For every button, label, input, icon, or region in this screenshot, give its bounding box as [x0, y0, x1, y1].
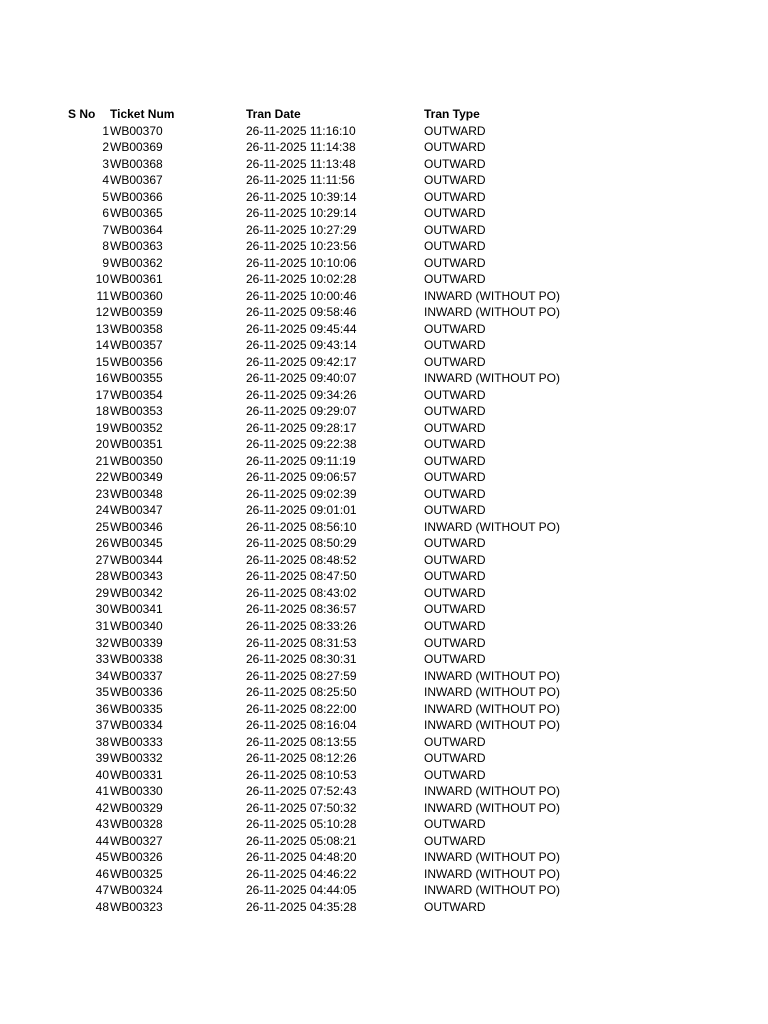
cell-tran-type: OUTWARD: [424, 751, 486, 766]
cell-tran-date: 26-11-2025 08:27:59: [246, 668, 357, 683]
table-row: [0, 139, 768, 156]
cell-sno: 29: [95, 585, 109, 600]
cell-sno: 16: [95, 371, 109, 386]
cell-ticket-num: WB00356: [110, 354, 163, 369]
cell-tran-type: OUTWARD: [424, 899, 486, 914]
cell-tran-type: OUTWARD: [424, 140, 486, 155]
table-row: [0, 783, 768, 800]
cell-ticket-num: WB00328: [110, 817, 163, 832]
cell-tran-type: OUTWARD: [424, 206, 486, 221]
cell-tran-type: OUTWARD: [424, 552, 486, 567]
cell-tran-date: 26-11-2025 11:13:48: [246, 156, 356, 171]
cell-tran-date: 26-11-2025 08:31:53: [246, 635, 357, 650]
cell-tran-date: 26-11-2025 09:42:17: [246, 354, 357, 369]
cell-ticket-num: WB00336: [110, 685, 163, 700]
cell-sno: 4: [102, 173, 109, 188]
cell-tran-date: 26-11-2025 09:06:57: [246, 470, 357, 485]
cell-tran-date: 26-11-2025 10:00:46: [246, 288, 357, 303]
table-row: [0, 337, 768, 354]
table-row: [0, 519, 768, 536]
table-row: [0, 767, 768, 784]
cell-tran-date: 26-11-2025 10:10:06: [246, 255, 357, 270]
cell-sno: 39: [95, 751, 109, 766]
cell-sno: 12: [95, 305, 109, 320]
cell-sno: 36: [95, 701, 109, 716]
cell-tran-type: OUTWARD: [424, 833, 486, 848]
table-row: [0, 436, 768, 453]
cell-tran-date: 26-11-2025 09:11:19: [246, 453, 356, 468]
table-body: [0, 123, 768, 916]
table-row: [0, 734, 768, 751]
cell-tran-type: INWARD (WITHOUT PO): [424, 288, 560, 303]
cell-sno: 23: [95, 486, 109, 501]
cell-tran-type: INWARD (WITHOUT PO): [424, 784, 560, 799]
cell-sno: 31: [95, 618, 109, 633]
cell-tran-date: 26-11-2025 09:29:07: [246, 404, 357, 419]
table-row: [0, 502, 768, 519]
header-tran-type: Tran Type: [424, 107, 480, 121]
cell-tran-date: 26-11-2025 04:46:22: [246, 866, 357, 881]
cell-tran-date: 26-11-2025 09:01:01: [246, 503, 357, 518]
cell-tran-date: 26-11-2025 08:12:26: [246, 751, 357, 766]
header-ticket-num: Ticket Num: [110, 107, 175, 121]
cell-tran-type: OUTWARD: [424, 156, 486, 171]
cell-sno: 32: [95, 635, 109, 650]
cell-ticket-num: WB00344: [110, 552, 163, 567]
cell-ticket-num: WB00347: [110, 503, 163, 518]
cell-ticket-num: WB00324: [110, 883, 163, 898]
table-row: [0, 403, 768, 420]
cell-sno: 11: [96, 288, 109, 303]
cell-tran-date: 26-11-2025 09:45:44: [246, 321, 357, 336]
cell-sno: 21: [95, 453, 109, 468]
table-row: [0, 420, 768, 437]
cell-ticket-num: WB00348: [110, 486, 163, 501]
cell-sno: 42: [95, 800, 109, 815]
cell-tran-date: 26-11-2025 08:33:26: [246, 618, 357, 633]
table-row: [0, 849, 768, 866]
cell-sno: 9: [102, 255, 109, 270]
table-row: [0, 288, 768, 305]
cell-ticket-num: WB00332: [110, 751, 163, 766]
cell-tran-type: OUTWARD: [424, 420, 486, 435]
cell-tran-date: 26-11-2025 11:14:38: [246, 140, 356, 155]
cell-tran-date: 26-11-2025 08:48:52: [246, 552, 357, 567]
cell-ticket-num: WB00350: [110, 453, 163, 468]
table-row: [0, 618, 768, 635]
cell-tran-date: 26-11-2025 10:39:14: [246, 189, 357, 204]
cell-ticket-num: WB00367: [110, 173, 163, 188]
cell-ticket-num: WB00354: [110, 387, 163, 402]
cell-tran-type: INWARD (WITHOUT PO): [424, 850, 560, 865]
cell-tran-date: 26-11-2025 09:40:07: [246, 371, 357, 386]
cell-tran-type: OUTWARD: [424, 635, 486, 650]
cell-sno: 34: [95, 668, 109, 683]
cell-sno: 14: [95, 338, 109, 353]
cell-tran-date: 26-11-2025 07:52:43: [246, 784, 357, 799]
cell-tran-type: OUTWARD: [424, 239, 486, 254]
cell-tran-type: OUTWARD: [424, 569, 486, 584]
cell-tran-date: 26-11-2025 08:25:50: [246, 685, 357, 700]
cell-tran-date: 26-11-2025 08:10:53: [246, 767, 357, 782]
cell-tran-type: INWARD (WITHOUT PO): [424, 371, 560, 386]
cell-tran-date: 26-11-2025 08:22:00: [246, 701, 357, 716]
cell-sno: 40: [95, 767, 109, 782]
cell-tran-date: 26-11-2025 04:48:20: [246, 850, 357, 865]
cell-tran-type: OUTWARD: [424, 585, 486, 600]
table-row: [0, 717, 768, 734]
table-row: [0, 255, 768, 272]
cell-tran-type: OUTWARD: [424, 123, 486, 138]
cell-ticket-num: WB00362: [110, 255, 163, 270]
cell-sno: 2: [102, 140, 109, 155]
cell-ticket-num: WB00329: [110, 800, 163, 815]
table-header-row: [0, 106, 768, 123]
cell-tran-date: 26-11-2025 08:13:55: [246, 734, 357, 749]
cell-tran-type: OUTWARD: [424, 255, 486, 270]
cell-tran-type: OUTWARD: [424, 618, 486, 633]
table-row: [0, 816, 768, 833]
table-row: [0, 123, 768, 140]
cell-ticket-num: WB00343: [110, 569, 163, 584]
cell-ticket-num: WB00341: [110, 602, 163, 617]
cell-ticket-num: WB00346: [110, 519, 163, 534]
cell-tran-type: INWARD (WITHOUT PO): [424, 701, 560, 716]
cell-sno: 15: [95, 354, 109, 369]
cell-sno: 24: [95, 503, 109, 518]
cell-tran-type: OUTWARD: [424, 470, 486, 485]
cell-tran-type: OUTWARD: [424, 189, 486, 204]
cell-tran-type: OUTWARD: [424, 602, 486, 617]
cell-ticket-num: WB00360: [110, 288, 163, 303]
cell-ticket-num: WB00370: [110, 123, 163, 138]
cell-sno: 25: [95, 519, 109, 534]
cell-tran-type: INWARD (WITHOUT PO): [424, 685, 560, 700]
cell-ticket-num: WB00342: [110, 585, 163, 600]
cell-sno: 7: [102, 222, 109, 237]
cell-tran-type: OUTWARD: [424, 404, 486, 419]
cell-tran-type: INWARD (WITHOUT PO): [424, 668, 560, 683]
cell-ticket-num: WB00365: [110, 206, 163, 221]
cell-tran-date: 26-11-2025 04:44:05: [246, 883, 357, 898]
cell-tran-date: 26-11-2025 09:02:39: [246, 486, 357, 501]
table-row: [0, 304, 768, 321]
cell-tran-type: OUTWARD: [424, 486, 486, 501]
cell-sno: 6: [102, 206, 109, 221]
cell-tran-type: OUTWARD: [424, 767, 486, 782]
table-row: [0, 486, 768, 503]
cell-tran-date: 26-11-2025 08:50:29: [246, 536, 357, 551]
table-row: [0, 354, 768, 371]
cell-tran-date: 26-11-2025 09:58:46: [246, 305, 357, 320]
cell-tran-type: INWARD (WITHOUT PO): [424, 866, 560, 881]
cell-tran-type: INWARD (WITHOUT PO): [424, 800, 560, 815]
cell-sno: 19: [95, 420, 109, 435]
cell-ticket-num: WB00338: [110, 652, 163, 667]
cell-tran-date: 26-11-2025 08:47:50: [246, 569, 357, 584]
cell-sno: 30: [95, 602, 109, 617]
cell-sno: 18: [95, 404, 109, 419]
table-row: [0, 469, 768, 486]
cell-ticket-num: WB00326: [110, 850, 163, 865]
cell-ticket-num: WB00359: [110, 305, 163, 320]
table-row: [0, 635, 768, 652]
cell-tran-type: OUTWARD: [424, 437, 486, 452]
cell-tran-date: 26-11-2025 08:36:57: [246, 602, 357, 617]
table-row: [0, 189, 768, 206]
cell-ticket-num: WB00323: [110, 899, 163, 914]
cell-tran-date: 26-11-2025 09:22:38: [246, 437, 357, 452]
cell-ticket-num: WB00335: [110, 701, 163, 716]
cell-sno: 1: [102, 123, 109, 138]
cell-ticket-num: WB00345: [110, 536, 163, 551]
cell-tran-date: 26-11-2025 10:02:28: [246, 272, 357, 287]
cell-sno: 10: [95, 272, 109, 287]
cell-sno: 41: [95, 784, 109, 799]
table-row: [0, 238, 768, 255]
cell-tran-type: OUTWARD: [424, 354, 486, 369]
cell-sno: 20: [95, 437, 109, 452]
cell-ticket-num: WB00368: [110, 156, 163, 171]
cell-sno: 38: [95, 734, 109, 749]
cell-sno: 33: [95, 652, 109, 667]
cell-ticket-num: WB00330: [110, 784, 163, 799]
cell-tran-type: OUTWARD: [424, 817, 486, 832]
cell-ticket-num: WB00369: [110, 140, 163, 155]
cell-ticket-num: WB00337: [110, 668, 163, 683]
cell-ticket-num: WB00357: [110, 338, 163, 353]
table-row: [0, 172, 768, 189]
cell-ticket-num: WB00364: [110, 222, 163, 237]
header-tran-date: Tran Date: [246, 107, 301, 121]
table-row: [0, 668, 768, 685]
cell-sno: 26: [95, 536, 109, 551]
table-row: [0, 750, 768, 767]
cell-tran-type: OUTWARD: [424, 321, 486, 336]
cell-ticket-num: WB00363: [110, 239, 163, 254]
cell-tran-date: 26-11-2025 11:11:56: [246, 173, 355, 188]
cell-sno: 17: [95, 387, 109, 402]
table-row: [0, 271, 768, 288]
table-row: [0, 321, 768, 338]
cell-sno: 5: [102, 189, 109, 204]
cell-tran-type: OUTWARD: [424, 387, 486, 402]
cell-ticket-num: WB00331: [110, 767, 163, 782]
cell-tran-type: INWARD (WITHOUT PO): [424, 883, 560, 898]
cell-sno: 47: [95, 883, 109, 898]
cell-ticket-num: WB00334: [110, 718, 163, 733]
table-row: [0, 899, 768, 916]
cell-tran-type: OUTWARD: [424, 536, 486, 551]
cell-ticket-num: WB00349: [110, 470, 163, 485]
cell-tran-type: OUTWARD: [424, 652, 486, 667]
table-row: [0, 222, 768, 239]
cell-tran-date: 26-11-2025 08:56:10: [246, 519, 357, 534]
cell-ticket-num: WB00352: [110, 420, 163, 435]
cell-sno: 35: [95, 685, 109, 700]
table-row: [0, 552, 768, 569]
cell-ticket-num: WB00358: [110, 321, 163, 336]
cell-tran-date: 26-11-2025 10:27:29: [246, 222, 357, 237]
cell-tran-date: 26-11-2025 11:16:10: [246, 123, 356, 138]
cell-tran-date: 26-11-2025 08:43:02: [246, 585, 357, 600]
cell-tran-date: 26-11-2025 07:50:32: [246, 800, 357, 815]
cell-sno: 13: [95, 321, 109, 336]
cell-sno: 27: [95, 552, 109, 567]
table-row: [0, 701, 768, 718]
cell-tran-type: INWARD (WITHOUT PO): [424, 519, 560, 534]
cell-sno: 48: [95, 899, 109, 914]
cell-tran-date: 26-11-2025 09:43:14: [246, 338, 357, 353]
cell-ticket-num: WB00353: [110, 404, 163, 419]
cell-tran-type: OUTWARD: [424, 222, 486, 237]
table-row: [0, 684, 768, 701]
cell-sno: 8: [102, 239, 109, 254]
cell-tran-date: 26-11-2025 05:10:28: [246, 817, 357, 832]
table-row: [0, 833, 768, 850]
cell-tran-date: 26-11-2025 05:08:21: [246, 833, 357, 848]
cell-tran-type: INWARD (WITHOUT PO): [424, 305, 560, 320]
cell-ticket-num: WB00339: [110, 635, 163, 650]
table-row: [0, 387, 768, 404]
cell-ticket-num: WB00327: [110, 833, 163, 848]
cell-tran-date: 26-11-2025 08:16:04: [246, 718, 357, 733]
cell-sno: 46: [95, 866, 109, 881]
table-row: [0, 535, 768, 552]
cell-tran-type: OUTWARD: [424, 453, 486, 468]
table-row: [0, 156, 768, 173]
cell-ticket-num: WB00361: [110, 272, 163, 287]
table-row: [0, 800, 768, 817]
cell-ticket-num: WB00355: [110, 371, 163, 386]
cell-tran-date: 26-11-2025 10:29:14: [246, 206, 357, 221]
table-row: [0, 866, 768, 883]
table-row: [0, 601, 768, 618]
cell-ticket-num: WB00366: [110, 189, 163, 204]
table-row: [0, 882, 768, 899]
table-row: [0, 568, 768, 585]
cell-ticket-num: WB00351: [110, 437, 163, 452]
cell-tran-type: OUTWARD: [424, 173, 486, 188]
cell-sno: 37: [95, 718, 109, 733]
cell-tran-type: OUTWARD: [424, 503, 486, 518]
cell-ticket-num: WB00325: [110, 866, 163, 881]
cell-sno: 22: [95, 470, 109, 485]
cell-tran-date: 26-11-2025 10:23:56: [246, 239, 357, 254]
cell-tran-date: 26-11-2025 09:34:26: [246, 387, 357, 402]
cell-sno: 3: [102, 156, 109, 171]
transaction-table: [0, 106, 768, 915]
cell-sno: 43: [95, 817, 109, 832]
table-row: [0, 205, 768, 222]
table-row: [0, 651, 768, 668]
cell-tran-type: OUTWARD: [424, 734, 486, 749]
table-row: [0, 370, 768, 387]
cell-tran-type: OUTWARD: [424, 338, 486, 353]
cell-sno: 45: [95, 850, 109, 865]
header-sno: S No: [68, 107, 96, 121]
cell-tran-date: 26-11-2025 08:30:31: [246, 652, 357, 667]
cell-ticket-num: WB00340: [110, 618, 163, 633]
cell-sno: 28: [95, 569, 109, 584]
cell-tran-date: 26-11-2025 04:35:28: [246, 899, 357, 914]
cell-ticket-num: WB00333: [110, 734, 163, 749]
table-row: [0, 585, 768, 602]
cell-tran-type: OUTWARD: [424, 272, 486, 287]
cell-sno: 44: [95, 833, 109, 848]
table-row: [0, 453, 768, 470]
cell-tran-date: 26-11-2025 09:28:17: [246, 420, 357, 435]
cell-tran-type: INWARD (WITHOUT PO): [424, 718, 560, 733]
